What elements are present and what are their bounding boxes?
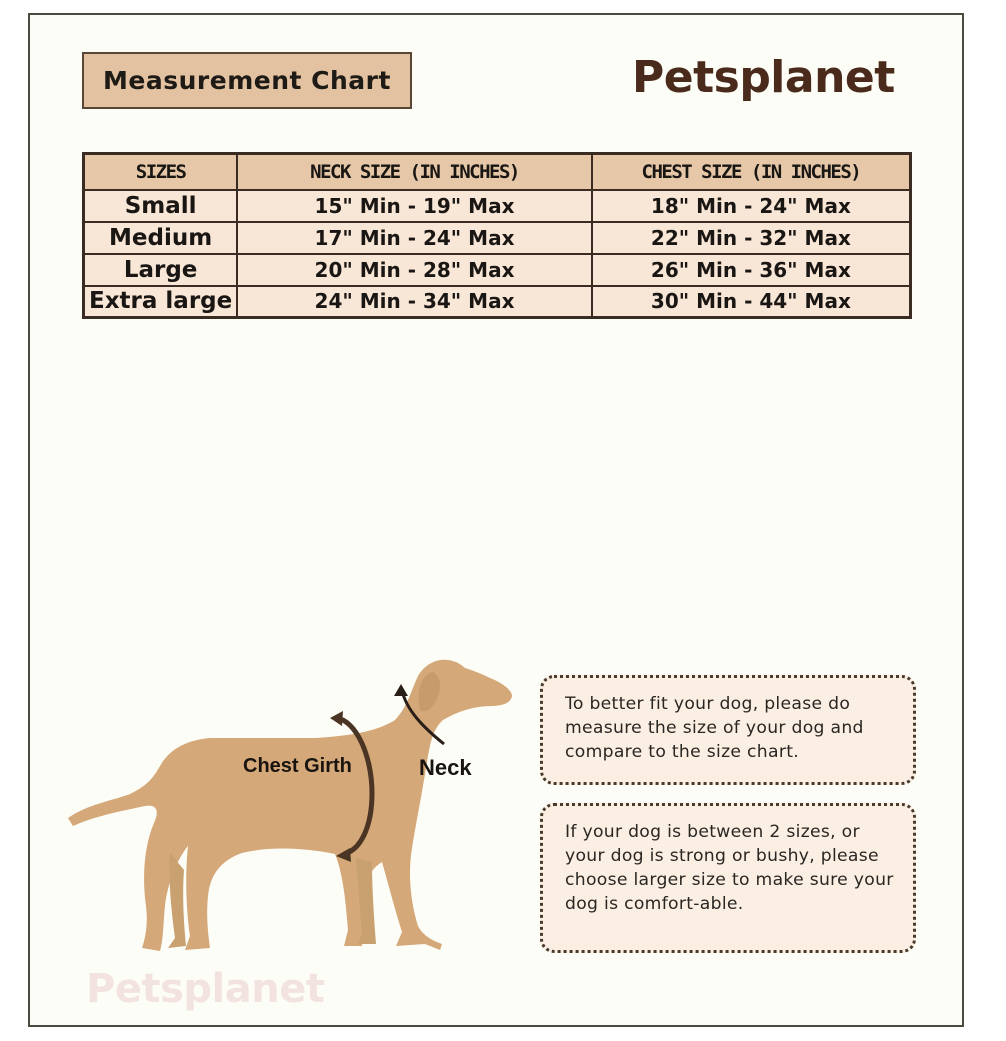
- measurement-chart-title: Measurement Chart: [82, 52, 412, 109]
- header-chest-size: CHEST SIZE (IN INCHES): [592, 154, 911, 190]
- brand-watermark: Petsplanet: [86, 966, 325, 1012]
- table-row: [84, 190, 911, 222]
- size-name: Small: [84, 190, 238, 222]
- neck-arrow-head-icon: [394, 684, 408, 696]
- size-tip-box: [540, 803, 916, 953]
- chest-range: 26" Min - 36" Max: [592, 254, 911, 286]
- header-neck-size: NECK SIZE (IN INCHES): [237, 154, 592, 190]
- dog-illustration: [60, 648, 530, 968]
- size-table: [82, 152, 912, 319]
- table-header-row: [84, 154, 911, 190]
- neck-label: Neck: [419, 755, 472, 780]
- chest-range: 22" Min - 32" Max: [592, 222, 911, 254]
- neck-range: 20" Min - 28" Max: [237, 254, 592, 286]
- chest-arrow-top-icon: [330, 711, 343, 726]
- fit-tip-text: To better fit your dog, please do measure the size of your dog and compare to the size chart.: [565, 694, 864, 762]
- chest-range: 18" Min - 24" Max: [592, 190, 911, 222]
- chest-range: 30" Min - 44" Max: [592, 286, 911, 318]
- size-name: Extra large: [84, 286, 238, 318]
- table-row: [84, 254, 911, 286]
- table-row: [84, 222, 911, 254]
- neck-range: 24" Min - 34" Max: [237, 286, 592, 318]
- neck-range: 17" Min - 24" Max: [237, 222, 592, 254]
- dog-far-leg-shape: [168, 853, 186, 948]
- header-sizes: SIZES: [84, 154, 238, 190]
- table-row: [84, 286, 911, 318]
- dog-body-shape: [68, 660, 512, 951]
- size-tip-text: If your dog is between 2 sizes, or your dog is strong or bushy, please choose larger size to make sure your dog is comfort-able.: [565, 822, 894, 914]
- brand-logo: Petsplanet: [632, 52, 895, 103]
- chest-girth-label: Chest Girth: [243, 755, 352, 777]
- size-name: Medium: [84, 222, 238, 254]
- neck-range: 15" Min - 19" Max: [237, 190, 592, 222]
- size-name: Large: [84, 254, 238, 286]
- fit-tip-box: [540, 675, 916, 785]
